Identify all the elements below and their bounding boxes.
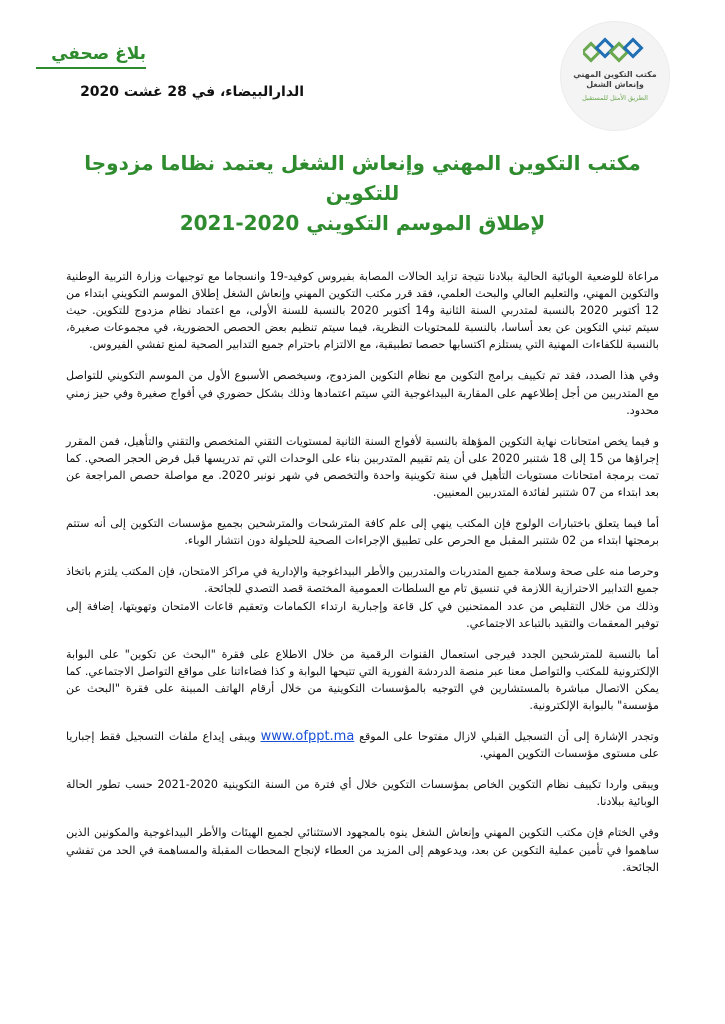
ofppt-logo: [561, 22, 669, 130]
date-line: الدارالبيضاء، في 28 غشت 2020: [80, 84, 304, 100]
paragraph-7: [66, 728, 659, 762]
paragraph-7-after: ويبقى إيداع ملفات التسجيل فقط إجباريا على مستوى مؤسسات التكوين المهني.: [66, 730, 659, 761]
logo-line-2: وإنعاش الشغل: [586, 80, 644, 89]
paragraph-5b: وذلك من خلال التقليص من عدد الممتحنين في كل قاعة وإجبارية ارتداء الكمامات وتعقيم قاعات الامتحان وتهويتها، إضافة إلى توفير المعقمات والتقيد بالتباعد الاجتماعي.: [66, 599, 659, 630]
press-release-label: [36, 44, 146, 69]
paragraph-8: ويبقى واردا تكييف نظام التكوين الخاص بمؤسسات التكوين خلال أي فترة من السنة التكوينية 2020-2021 حسب تطور الحالة الوبائية ببلادنا.: [66, 778, 660, 809]
paragraph-1: مراعاة للوضعية الوبائية الحالية ببلادنا نتيجة تزايد الحالات المصابة بفيروس كوفيد-19 وانسجاما مع توجيهات وزارة التربية الوطنية والتكوين المهني، والتعليم العالي والبحث العلمي، فقد قرر مكتب التكوين المهني وإنعاش الشغل إطلاق الموسم التكويني ابتداء من 12 أكتوبر 2020 بالنسبة لمتدربي السنة الثانية و14 أكتوبر 2020 بالنسبة للسنة الأولى، مع اعتماد نظام مزدوج للتكوين. حيث سيتم تبني التكوين عن بعد أساسا، بالنسبة للمحتويات النظرية، فيما سيتم تنظيم بعض الحصص الحضورية، في مجموعات صغيرة، بالنسبة للكفاءات المهنية التي يستلزم اكتسابها حصصا تطبيقية، مع الالتزام باحترام جميع التدابير الصحية لمنع تفشي الفيروس.: [66, 270, 659, 352]
website-link[interactable]: www.ofppt.ma: [260, 729, 355, 745]
headline: [60, 148, 665, 238]
headline-line-1: مكتب التكوين المهني وإنعاش الشغل يعتمد نظاما مزدوجا للتكوين: [84, 151, 641, 205]
paragraph-9: وفي الختام فإن مكتب التكوين المهني وإنعاش الشغل ينوه بالمجهود الاستثنائي لجميع الهيئات والأطر البيداغوجية والمكونين الذين ساهموا في تأمين عملية التكوين عن بعد، ويدعوهم إلى المزيد من العطاء لإنجاح المحطات المقبلة والمساهمة في الحد من تفشي الجائحة.: [66, 826, 659, 874]
paragraph-5: وحرصا منه على صحة وسلامة جميع المتدربات والمتدربين والأطر البيداغوجية والإدارية في مراكز الامتحان، فإن المكتب يلتزم باتخاذ جميع التدابير الاحترازية اللازمة في تنسيق تام مع السلطات العمومية المختصة قصد التصدي للجائحة.: [66, 565, 659, 596]
body-text: [66, 268, 659, 890]
paragraph-7-before: وتجدر الإشارة إلى أن التسجيل القبلي لازال مفتوحا على الموقع: [359, 730, 659, 744]
logo-line-1: مكتب التكوين المهني: [573, 70, 657, 79]
paragraph-2: وفي هذا الصدد، فقد تم تكييف برامج التكوين مع نظام التكوين المزدوج، وسيخصص الأسبوع الأول من الموسم التكويني للتواصل مع المتدربين من أجل إطلاعهم على المقاربة البيداغوجية التي سيتم اعتمادها وذلك بشكل حضوري في أفواج صغيرة وفي حيز زمني محدود.: [66, 369, 659, 417]
headline-line-2: لإطلاق الموسم التكويني 2020-2021: [179, 211, 546, 235]
press-release-label-text: بلاغ صحفي: [51, 44, 146, 64]
paragraph-3: و فيما يخص امتحانات نهاية التكوين المؤهلة بالنسبة لأفواج السنة الثانية لمستويات التقني المتخصص والتقني والتأهيل، فمن المقرر إجراؤها من 15 إلى 18 شتنبر 2020 على أن يتم تقييم المتدربين بناء على الوحدات التي تم تدريسها قبل فرض الحجر الصحي. كما تمت برمجة امتحانات مستويات التأهيل في سنة تكوينية واحدة والتخصص في شهر نونبر 2020. مع مواصلة حصص المراجعة عن بعد ابتداء من 07 شتنبر لفائدة المتدربين المعنيين.: [66, 434, 660, 500]
paragraph-4: أما فيما يتعلق باختبارات الولوج فإن المكتب ينهي إلى علم كافة المترشحات والمترشحين بجميع مؤسسات التكوين إلى أنه ستتم برمجتها ابتداء من 02 شتنبر المقبل مع الحرص على تطبيق الإجراءات الصحية للحيلولة دون انتشار الوباء.: [66, 517, 659, 548]
logo-tagline: الطريق الأمثل للمستقبل: [582, 94, 648, 102]
paragraph-6: أما بالنسبة للمترشحين الجدد فيرجى استعمال القنوات الرقمية من خلال الاطلاع على فقرة "البحث عن تكوين" على البوابة الإلكترونية للمكتب والتواصل معنا عبر منصة الدردشة الفورية التي تتيحها البوابة و كذا فضاءاتنا على مواقع التواصل الاجتماعي. كما يمكن الاتصال مباشرة بالمستشارين في التوجيه بالمؤسسات التكوينية من خلال أرقام الهاتف المبينة على فقرة "البحث عن مؤسسة" بالبوابة الإلكترونية.: [66, 647, 659, 712]
logo-mark-icon: [583, 36, 647, 68]
